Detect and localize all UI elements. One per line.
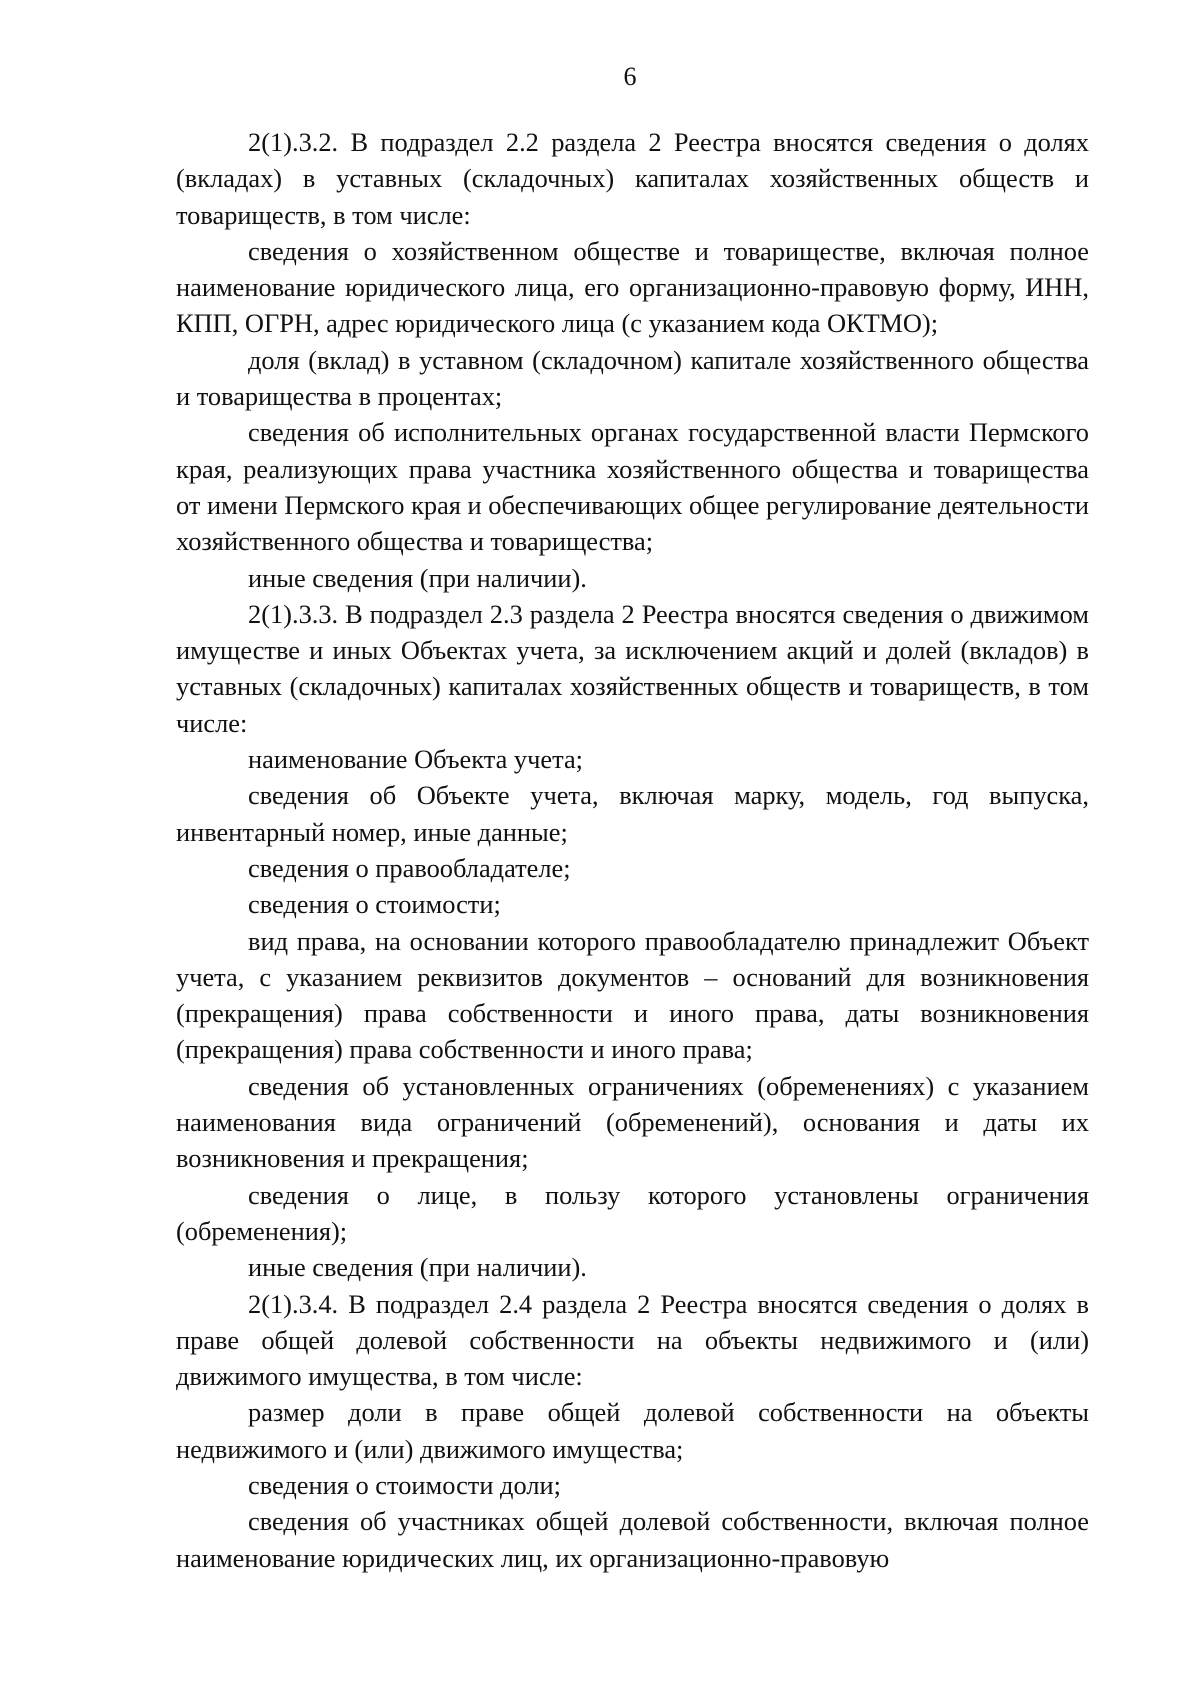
paragraph: сведения об Объекте учета, включая марку, модель, год выпуска, инвентарный номер, иные данные; — [176, 780, 1089, 847]
paragraph: сведения о правообладателе; — [248, 852, 571, 883]
paragraph: 2(1).3.2. В подраздел 2.2 раздела 2 Реестра вносятся сведения о долях (вкладах) в уставных (складочных) капиталах хозяйственных обществ и товариществ, в том числе: — [176, 127, 1089, 230]
paragraph: 2(1).3.3. В подраздел 2.3 раздела 2 Реестра вносятся сведения о движимом имуществе и иных Объектах учета, за исключением акций и долей (вкладов) в уставных (складочных) капиталах хозяйственных обществ и товариществ, в том числе: — [176, 598, 1089, 738]
paragraph: доля (вклад) в уставном (складочном) капитале хозяйственного общества и товарищества в процентах; — [176, 344, 1089, 412]
page-number: 6 — [623, 62, 637, 91]
paragraph: сведения о лице, в пользу которого установлены ограничения (обременения); — [176, 1179, 1089, 1246]
paragraph: сведения об участниках общей долевой собственности, включая полное наименование юридических лиц, их организационно-правовую — [176, 1506, 1089, 1573]
paragraph: размер доли в праве общей долевой собственности на объекты недвижимого и (или) движимого имущества; — [176, 1397, 1089, 1464]
paragraph: сведения о хозяйственном обществе и товариществе, включая полное наименование юридического лица, его организационно-правовую форму, ИНН, КПП, ОГРН, адрес юридического лица (с указанием кода ОКТМО); — [176, 235, 1089, 339]
paragraph: иные сведения (при наличии). — [248, 1252, 587, 1283]
paragraph: иные сведения (при наличии). — [248, 562, 587, 593]
document-body — [176, 124, 1089, 1576]
paragraph: наименование Объекта учета; — [248, 744, 583, 775]
paragraph: сведения об установленных ограничениях (обременениях) с указанием наименования вида ограничений (обременений), основания и даты их возникновения и прекращения; — [176, 1070, 1089, 1174]
paragraph: сведения об исполнительных органах государственной власти Пермского края, реализующих права участника хозяйственного общества и товарищества от имени Пермского края и обеспечивающих общее регулирование деятельности хозяйственного общества и товарищества; — [176, 417, 1089, 557]
paragraph: вид права, на основании которого правообладателю принадлежит Объект учета, с указанием реквизитов документов – оснований для возникновения (прекращения) права собственности и иного права, даты возникновения (прекращения) права собственности и иного права; — [176, 925, 1089, 1065]
paragraph: сведения о стоимости доли; — [248, 1469, 561, 1500]
paragraph: 2(1).3.4. В подраздел 2.4 раздела 2 Реестра вносятся сведения о долях в праве общей долевой собственности на объекты недвижимого и (или) движимого имущества, в том числе: — [176, 1288, 1089, 1392]
paragraph: сведения о стоимости; — [248, 889, 501, 920]
